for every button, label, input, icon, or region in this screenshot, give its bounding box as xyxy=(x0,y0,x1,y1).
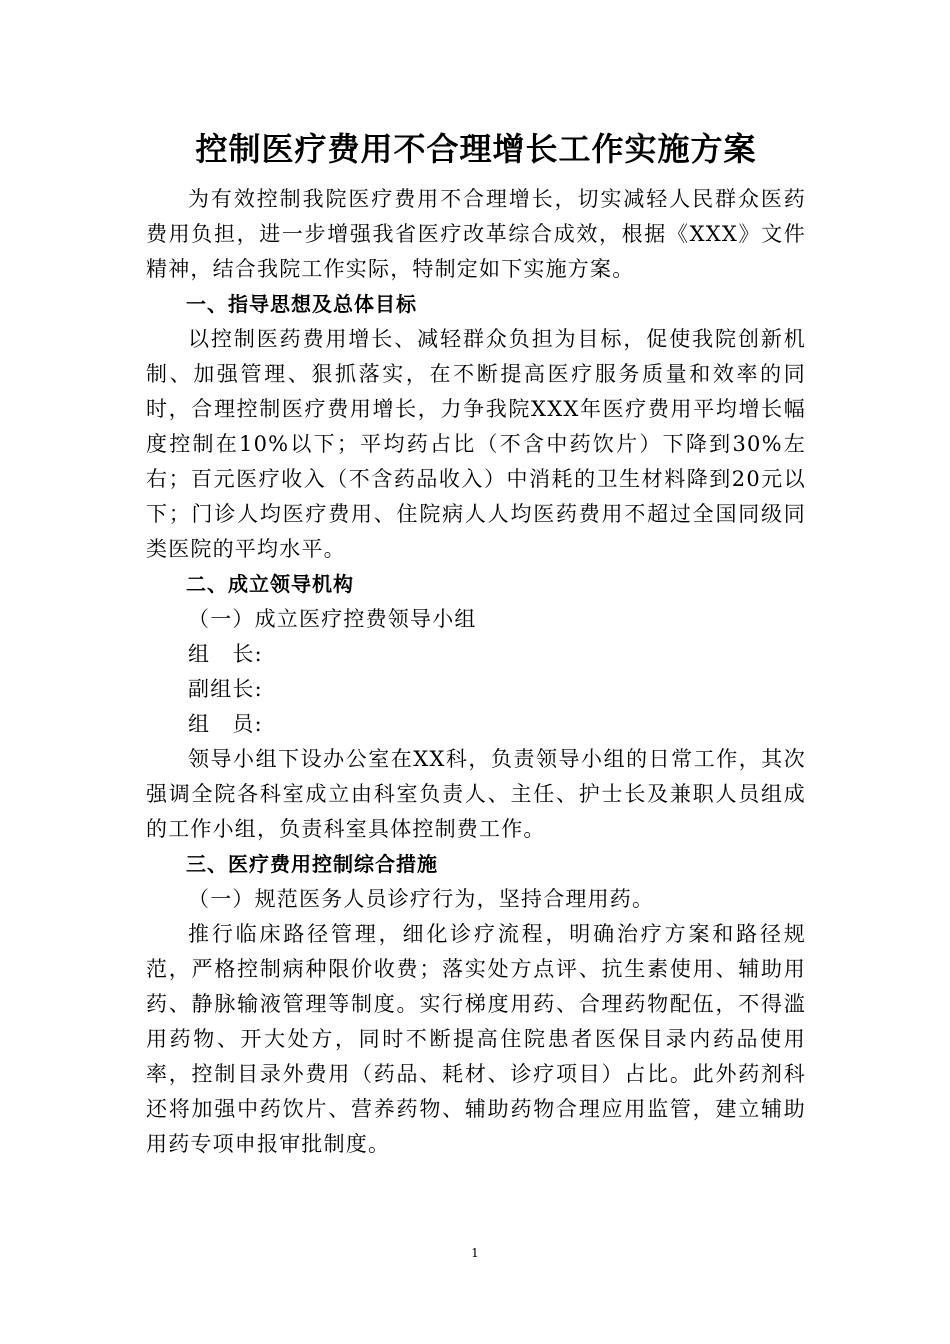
section-2-subheading: （一）成立医疗控费领导小组 xyxy=(188,607,477,631)
deputy-leader-line: 副组长: xyxy=(188,677,263,701)
section-2-paragraph: 领导小组下设办公室在XX科，负责领导小组的日常工作，其次强调全院各科室成立由科室负责人、主任、护士长及兼职人员组成的工作小组，负责科室具体控制费工作。 xyxy=(146,747,806,841)
document-title: 控制医疗费用不合理增长工作实施方案 xyxy=(195,130,757,168)
document-body xyxy=(146,118,806,1162)
section-1-heading: 一、指导思想及总体目标 xyxy=(186,292,417,316)
intro-paragraph: 为有效控制我院医疗费用不合理增长，切实减轻人民群众医药费用负担，进一步增强我省医疗改革综合成效，根据《XXX》文件精神，结合我院工作实际，特制定如下实施方案。 xyxy=(146,187,806,281)
page-number: 1 xyxy=(471,1246,479,1260)
section-2-heading: 二、成立领导机构 xyxy=(186,572,354,596)
section-1-paragraph: 以控制医药费用增长、减轻群众负担为目标，促使我院创新机制、加强管理、狠抓落实，在不断提高医疗服务质量和效率的同时，合理控制医疗费用增长，力争我院XXX年医疗费用平均增长幅度控制在10%以下；平均药占比（不含中药饮片）下降到30%左右；百元医疗收入（不含药品收入）中消耗的卫生材料降到20元以下；门诊人均医疗费用、住院病人人均医药费用不超过全国同级同类医院的平均水平。 xyxy=(146,327,806,561)
leader-line: 组 长: xyxy=(188,642,263,666)
section-3-paragraph: 推行临床路径管理，细化诊疗流程，明确治疗方案和路径规范，严格控制病种限价收费；落实处方点评、抗生素使用、辅助用药、静脉输液管理等制度。实行梯度用药、合理药物配伍，不得滥用药物、开大处方，同时不断提高住院患者医保目录内药品使用率，控制目录外费用（药品、耗材、诊疗项目）占比。此外药剂科还将加强中药饮片、营养药物、辅助药物合理应用监管，建立辅助用药专项申报审批制度。 xyxy=(146,922,806,1156)
section-3-heading: 三、医疗费用控制综合措施 xyxy=(186,852,438,876)
members-line: 组 员: xyxy=(188,712,263,736)
section-3-subheading: （一）规范医务人员诊疗行为，坚持合理用药。 xyxy=(188,887,655,911)
